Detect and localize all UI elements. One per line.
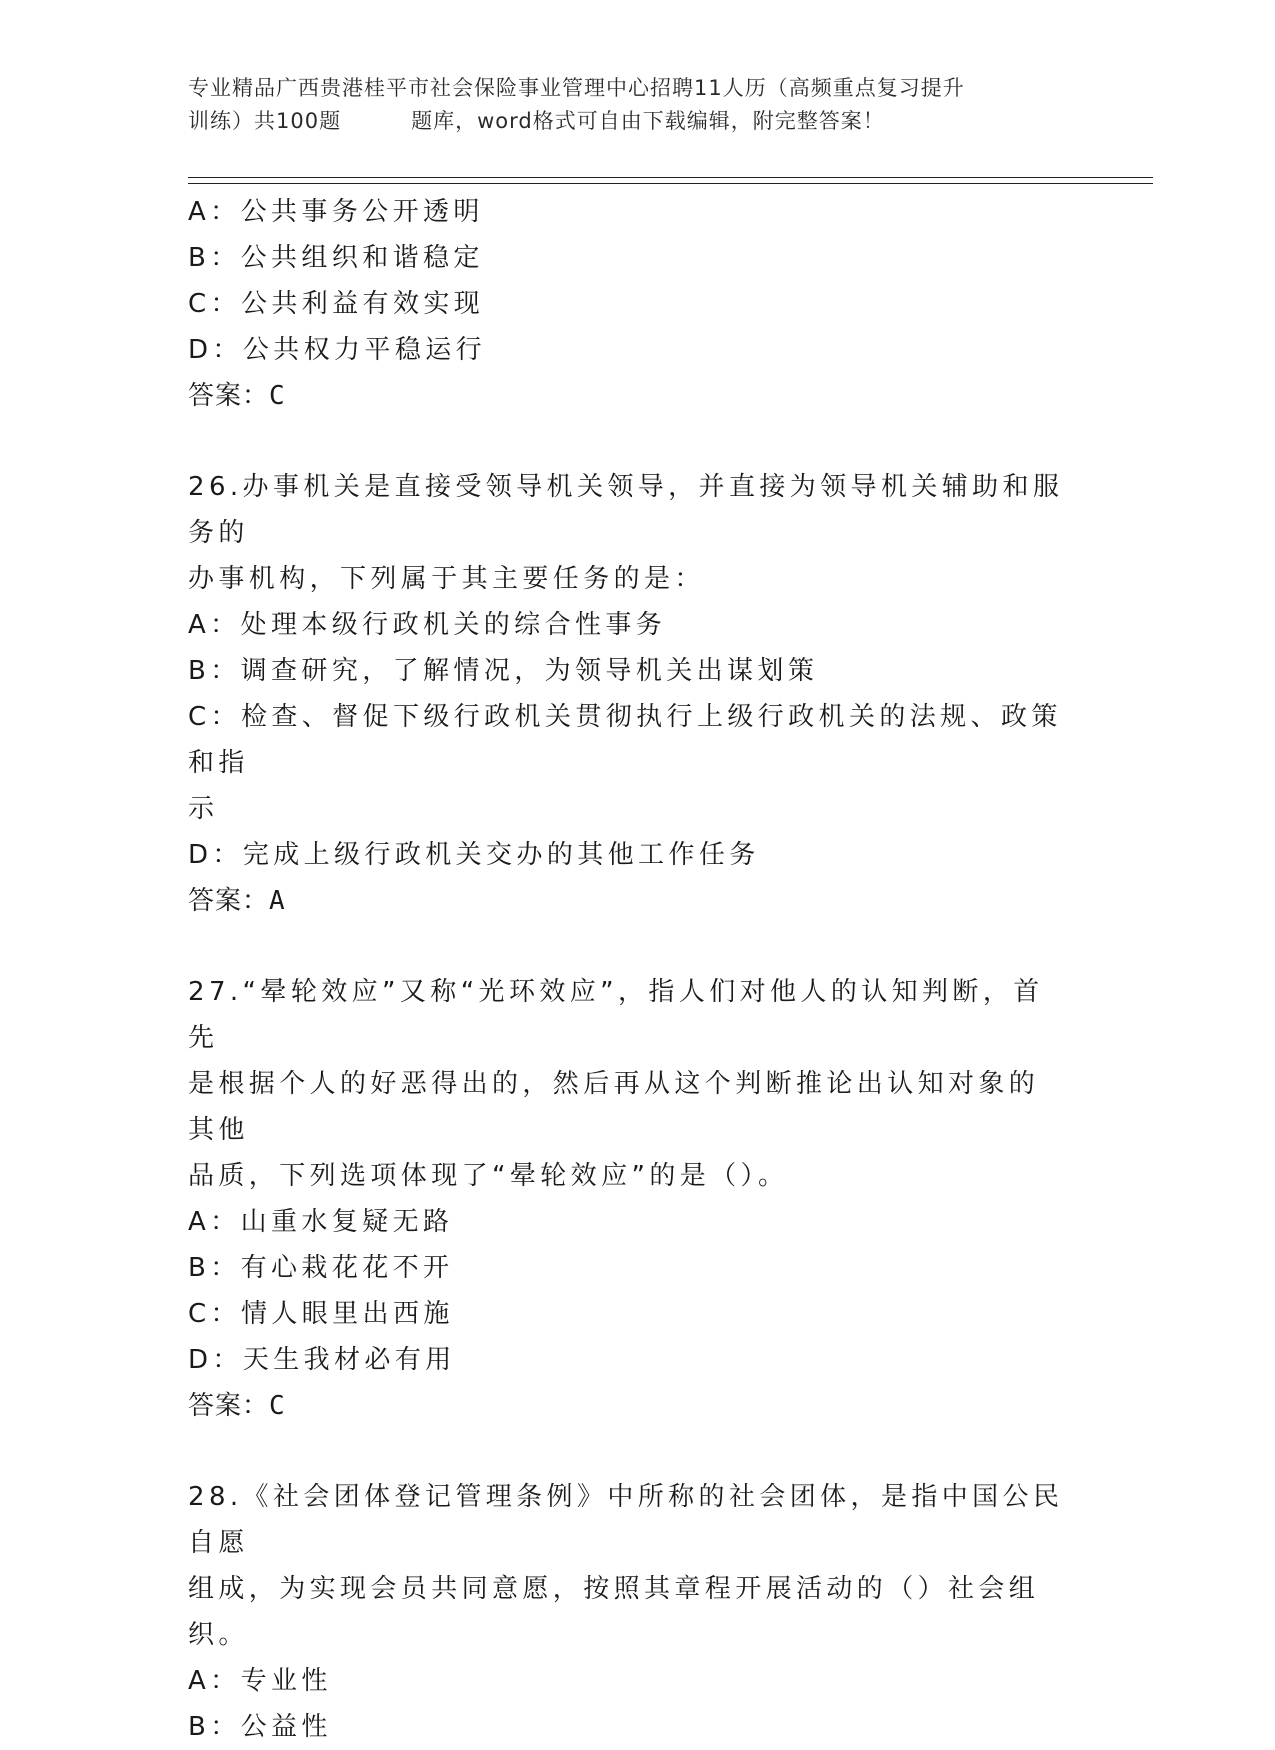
question-stem: 办事机构，下列属于其主要任务的是： — [188, 564, 705, 594]
option-c: C：情人眼里出西施 — [188, 1299, 454, 1329]
option-b: B：有心栽花花不开 — [188, 1253, 454, 1283]
option-a: A：专业性 — [188, 1666, 332, 1696]
answer-value: C — [269, 381, 286, 411]
question-stem: 品质，下列选项体现了“晕轮效应”的是（）。 — [188, 1161, 789, 1191]
question-25-block — [188, 189, 1068, 419]
answer-value: C — [269, 1391, 286, 1421]
document-body — [188, 189, 1068, 1750]
question-stem: 27.“晕轮效应”又称“光环效应”，指人们对他人的认知判断，首先 — [188, 977, 1044, 1053]
header-title-line-2-right: 题库，word格式可自由下载编辑，附完整答案！ — [411, 109, 885, 133]
answer-label: 答案： — [188, 1391, 270, 1421]
question-stem: 26.办事机关是直接受领导机关领导，并直接为领导机关辅助和服务的 — [188, 472, 1064, 548]
option-c-continued: 示 — [188, 794, 219, 824]
answer-value: A — [269, 886, 286, 916]
header-title-line-2 — [188, 105, 1068, 138]
option-d: D：公共权力平稳运行 — [188, 335, 487, 365]
option-c: C：公共利益有效实现 — [188, 289, 485, 319]
option-b: B：公共组织和谐稳定 — [188, 243, 484, 273]
question-27-block — [188, 969, 1068, 1429]
option-d: D：完成上级行政机关交办的其他工作任务 — [188, 840, 760, 870]
answer-label: 答案： — [188, 886, 270, 916]
option-a: A：山重水复疑无路 — [188, 1207, 454, 1237]
option-a: A：处理本级行政机关的综合性事务 — [188, 610, 667, 640]
question-26-block — [188, 464, 1068, 924]
header-divider-bottom — [188, 183, 1153, 184]
option-c: C：检查、督促下级行政机关贯彻执行上级行政机关的法规、政策和指 — [188, 702, 1062, 778]
answer-line — [188, 878, 1068, 924]
answer-line — [188, 373, 1068, 419]
option-b: B：调查研究，了解情况，为领导机关出谋划策 — [188, 656, 819, 686]
question-stem: 是根据个人的好恶得出的，然后再从这个判断推论出认知对象的其他 — [188, 1069, 1040, 1145]
header-title-line-1: 专业精品广西贵港桂平市社会保险事业管理中心招聘11人历（高频重点复习提升 — [188, 76, 965, 100]
option-a: A：公共事务公开透明 — [188, 197, 484, 227]
question-stem: 28.《社会团体登记管理条例》中所称的社会团体，是指中国公民自愿 — [188, 1482, 1064, 1558]
answer-label: 答案： — [188, 381, 270, 411]
answer-line — [188, 1383, 1068, 1429]
option-d: D：天生我材必有用 — [188, 1345, 456, 1375]
question-stem: 组成，为实现会员共同意愿，按照其章程开展活动的（）社会组织。 — [188, 1574, 1040, 1650]
option-b: B：公益性 — [188, 1712, 332, 1742]
document-header — [188, 72, 1068, 138]
question-28-block — [188, 1474, 1068, 1750]
header-title-line-2-left: 训练）共100题 — [188, 109, 342, 133]
header-divider-top — [188, 177, 1153, 178]
